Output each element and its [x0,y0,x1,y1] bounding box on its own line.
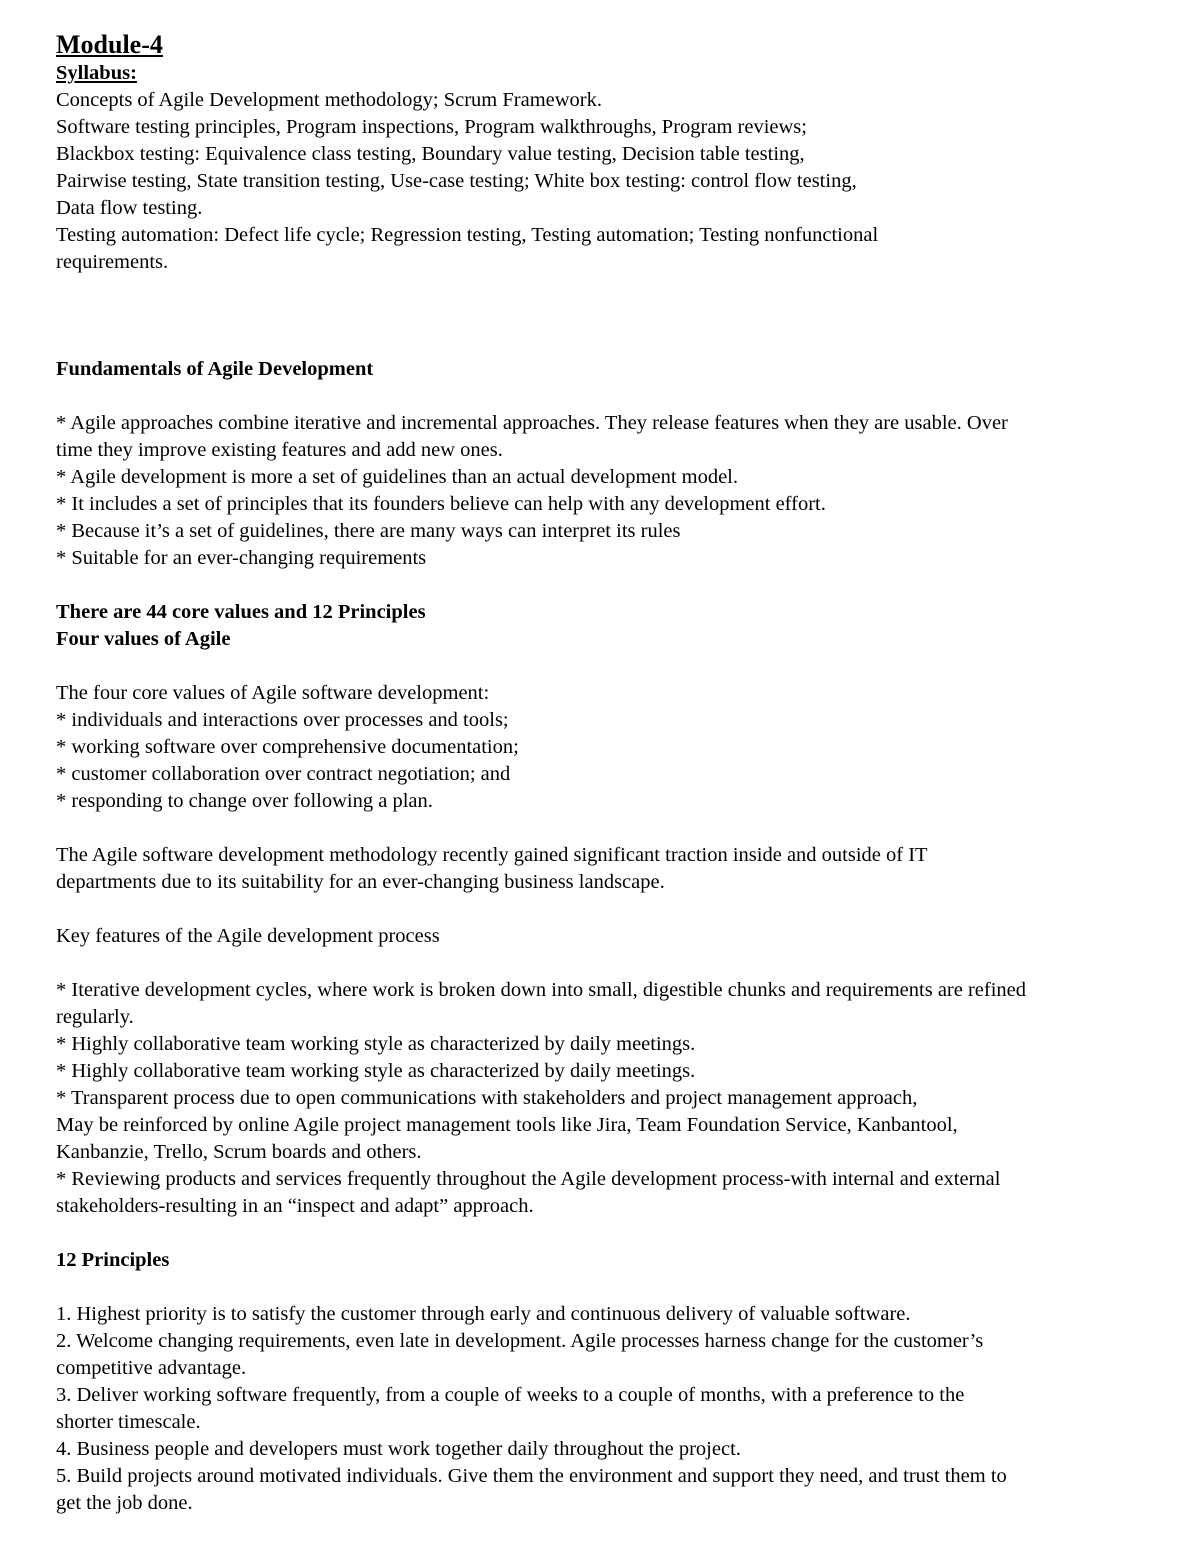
list-item: * Highly collaborative team working style as characterized by daily meetings. [56,1060,696,1082]
core-values-heading: There are 44 core values and 12 Principles [56,601,426,623]
list-item: * It includes a set of principles that its founders believe can help with any development effort. [56,493,826,515]
list-item: * Iterative development cycles, where work is broken down into small, digestible chunks and requirements are refined [56,979,1027,1001]
fundamentals-heading: Fundamentals of Agile Development [56,358,374,380]
list-item: * customer collaboration over contract negotiation; and [56,763,511,785]
list-item: 1. Highest priority is to satisfy the customer through early and continuous delivery of valuable software. [56,1303,911,1325]
list-item: 5. Build projects around motivated individuals. Give them the environment and support they need, and trust them to [56,1465,1007,1487]
list-item: * Transparent process due to open communications with stakeholders and project management approach, [56,1087,918,1109]
traction-paragraph [56,842,1176,896]
list-item: * Reviewing products and services frequently throughout the Agile development process-with internal and external [56,1168,1001,1190]
fundamentals-list [56,410,1176,572]
paragraph-line: departments due to its suitability for an ever-changing business landscape. [56,871,665,893]
list-item: * working software over comprehensive documentation; [56,736,519,758]
list-item: * individuals and interactions over processes and tools; [56,709,509,731]
list-item: * Because it’s a set of guidelines, there are many ways can interpret its rules [56,520,681,542]
list-item: 4. Business people and developers must work together daily throughout the project. [56,1438,741,1460]
principles-heading: 12 Principles [56,1249,170,1271]
key-features-list [56,977,1176,1220]
list-item: competitive advantage. [56,1357,247,1379]
syllabus-line: Testing automation: Defect life cycle; Regression testing, Testing automation; Testing nonfunctional [56,224,879,246]
four-values-heading: Four values of Agile [56,628,231,650]
syllabus-line: Concepts of Agile Development methodology; Scrum Framework. [56,89,603,111]
document-page [56,30,1176,1517]
list-item: time they improve existing features and add new ones. [56,439,503,461]
list-item: regularly. [56,1006,134,1028]
list-item: * Suitable for an ever-changing requirements [56,547,427,569]
syllabus-line: Pairwise testing, State transition testing, Use-case testing; White box testing: control flow testing, [56,170,857,192]
list-item: The four core values of Agile software development: [56,682,490,704]
syllabus-line: requirements. [56,251,169,273]
list-item: stakeholders-resulting in an “inspect and adapt” approach. [56,1195,534,1217]
list-item: May be reinforced by online Agile project management tools like Jira, Team Foundation Service, Kanbantool, [56,1114,958,1136]
paragraph-line: The Agile software development methodology recently gained significant traction inside and outside of IT [56,844,928,866]
list-item: Kanbanzie, Trello, Scrum boards and others. [56,1141,422,1163]
list-item: * Agile approaches combine iterative and incremental approaches. They release features when they are usable. Over [56,412,1008,434]
principles-list [56,1301,1176,1517]
list-item: * responding to change over following a plan. [56,790,433,812]
list-item: get the job done. [56,1492,193,1514]
list-item: 3. Deliver working software frequently, from a couple of weeks to a couple of months, with a preference to the [56,1384,965,1406]
list-item: * Highly collaborative team working style as characterized by daily meetings. [56,1033,696,1055]
module-title: Module-4 [56,30,163,59]
syllabus-line: Software testing principles, Program inspections, Program walkthroughs, Program reviews; [56,116,807,138]
key-features-intro: Key features of the Agile development process [56,925,440,947]
syllabus-text [56,87,1176,276]
four-values-list [56,680,1176,815]
syllabus-line: Data flow testing. [56,197,203,219]
list-item: shorter timescale. [56,1411,201,1433]
list-item: 2. Welcome changing requirements, even late in development. Agile processes harness change for the customer’s [56,1330,984,1352]
syllabus-heading: Syllabus: [56,62,137,84]
syllabus-line: Blackbox testing: Equivalence class testing, Boundary value testing, Decision table testing, [56,143,805,165]
list-item: * Agile development is more a set of guidelines than an actual development model. [56,466,739,488]
